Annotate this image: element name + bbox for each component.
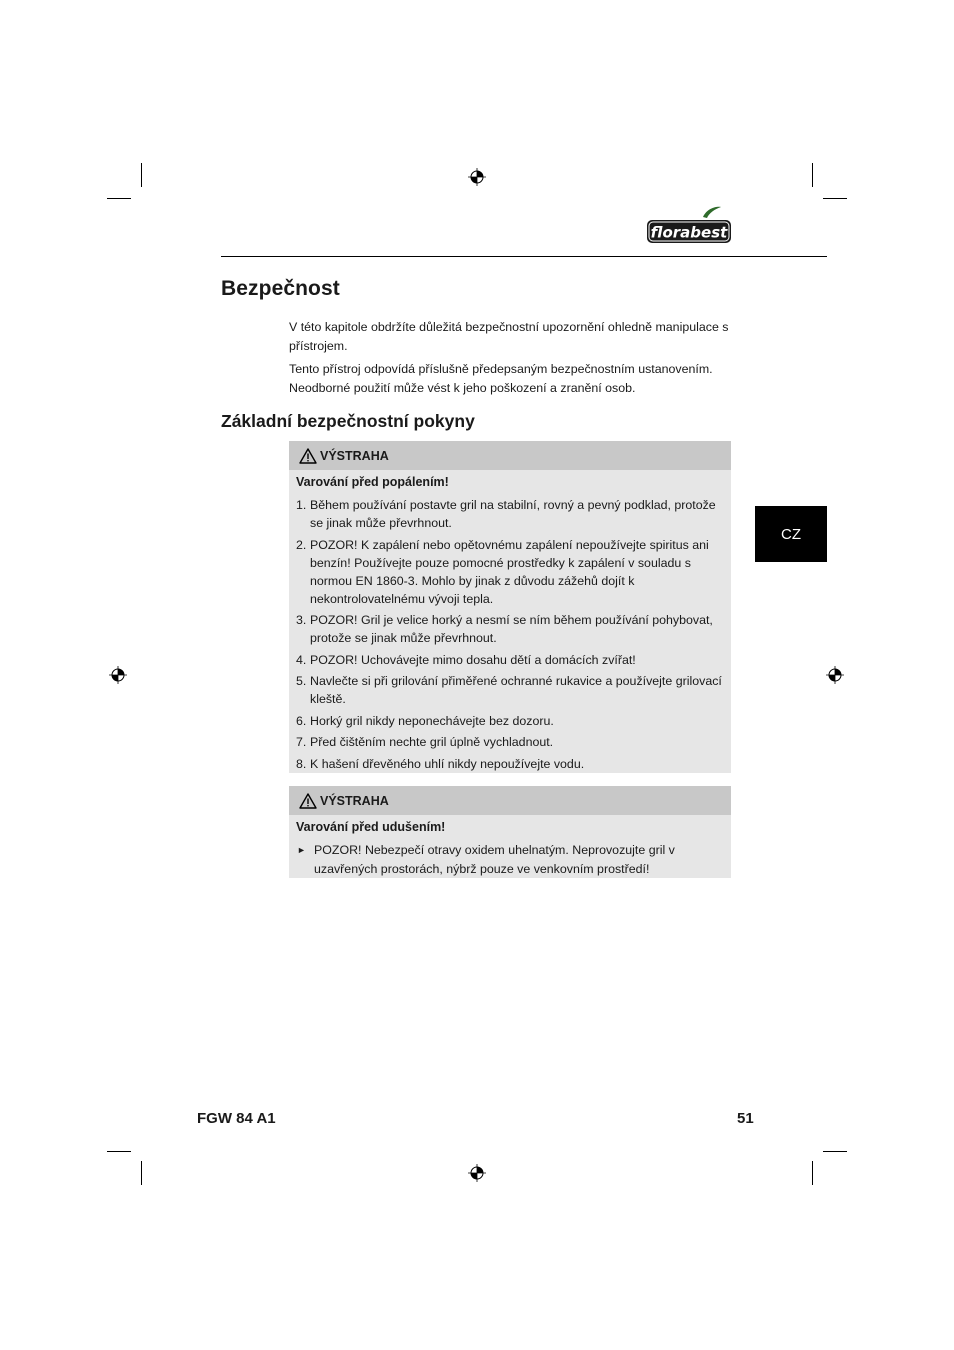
list-item bbox=[289, 611, 731, 647]
list-item bbox=[289, 755, 731, 773]
intro-paragraph: V této kapitole obdržíte důležitá bezpečnostní upozornění ohledně manipulace s přístrojem. bbox=[289, 320, 729, 353]
list-item bbox=[289, 733, 731, 751]
warning-label: VÝSTRAHA bbox=[320, 793, 389, 808]
list-text: Horký gril nikdy neponechávejte bez dozoru. bbox=[310, 713, 554, 728]
logo-text: florabest bbox=[650, 223, 728, 242]
footer-model: FGW 84 A1 bbox=[197, 1110, 276, 1127]
list-item bbox=[289, 496, 731, 532]
list-item bbox=[289, 651, 731, 669]
list-number: 2. bbox=[296, 537, 307, 552]
list-text: POZOR! Gril je velice horký a nesmí se ním během používání pohybovat, protože se jinak může převrhnout. bbox=[310, 613, 713, 645]
crop-mark bbox=[812, 1161, 813, 1185]
list-number: 4. bbox=[296, 652, 307, 667]
crop-mark bbox=[107, 198, 131, 199]
warning-triangle-icon bbox=[299, 793, 317, 809]
list-item bbox=[289, 712, 731, 730]
intro-paragraph: Tento přístroj odpovídá příslušně předepsaným bezpečnostním ustanovením. Neodborné použití může vést k jeho poškození a zranění osob. bbox=[289, 362, 713, 395]
crop-mark bbox=[107, 1151, 131, 1152]
list-number: 7. bbox=[296, 735, 307, 749]
crop-mark bbox=[141, 1161, 142, 1185]
list-text: POZOR! Uchovávejte mimo dosahu dětí a domácích zvířat! bbox=[310, 652, 636, 667]
warning-box bbox=[289, 786, 731, 878]
warning-label: VÝSTRAHA bbox=[320, 448, 389, 463]
warning-subtitle: Varování před popálením! bbox=[296, 475, 449, 489]
registration-mark-icon bbox=[109, 666, 127, 684]
list-number: 3. bbox=[296, 613, 307, 627]
section-title: Základní bezpečnostní pokyny bbox=[221, 411, 475, 431]
bullet-item bbox=[289, 841, 731, 878]
list-item bbox=[289, 672, 731, 708]
crop-mark bbox=[812, 163, 813, 187]
warning-triangle-icon bbox=[299, 448, 317, 464]
list-number: 6. bbox=[296, 713, 307, 728]
list-item bbox=[289, 536, 731, 608]
list-number: 5. bbox=[296, 674, 307, 688]
footer-page-number: 51 bbox=[737, 1110, 754, 1127]
warning-box bbox=[289, 441, 731, 773]
header-rule bbox=[221, 256, 827, 257]
crop-mark bbox=[141, 163, 142, 187]
bullet-arrow-icon: ► bbox=[297, 845, 306, 855]
registration-mark-icon bbox=[468, 168, 486, 186]
warning-subtitle: Varování před udušením! bbox=[296, 820, 446, 834]
crop-mark bbox=[823, 1151, 847, 1152]
florabest-logo bbox=[645, 206, 733, 246]
list-text: POZOR! K zapálení nebo opětovnému zapálení nepoužívejte spiritus ani benzín! Používejte pouze pomocné prostředky k zapálení v souladu s normou EN 1860-3. Mohlo by jinak z důvodu zážehů dojít k nekontrolovatelnému vývoji tepla. bbox=[310, 537, 709, 606]
list-text: Před čištěním nechte gril úplně vychladnout. bbox=[310, 735, 554, 749]
registration-mark-icon bbox=[826, 666, 844, 684]
registration-mark-icon bbox=[468, 1164, 486, 1182]
list-number: 1. bbox=[296, 498, 307, 512]
language-tab: CZ bbox=[755, 506, 827, 562]
crop-mark bbox=[823, 198, 847, 199]
bullet-text: POZOR! Nebezpečí otravy oxidem uhelnatým. Neprovozujte gril v uzavřených prostorách, nýbrž pouze ve venkovním prostředí! bbox=[314, 843, 675, 876]
list-text: Navlečte si při grilování přiměřené ochranné rukavice a používejte grilovací kleště. bbox=[310, 674, 722, 706]
warning-list bbox=[289, 496, 731, 773]
list-number: 8. bbox=[296, 756, 307, 771]
list-text: Během používání postavte gril na stabilní, rovný a pevný podklad, protože se jinak může převrhnout. bbox=[310, 498, 716, 530]
list-text: K hašení dřevěného uhlí nikdy nepoužívejte vodu. bbox=[310, 756, 585, 771]
page-title: Bezpečnost bbox=[221, 277, 340, 300]
warning-header bbox=[289, 441, 731, 470]
warning-header bbox=[289, 786, 731, 815]
